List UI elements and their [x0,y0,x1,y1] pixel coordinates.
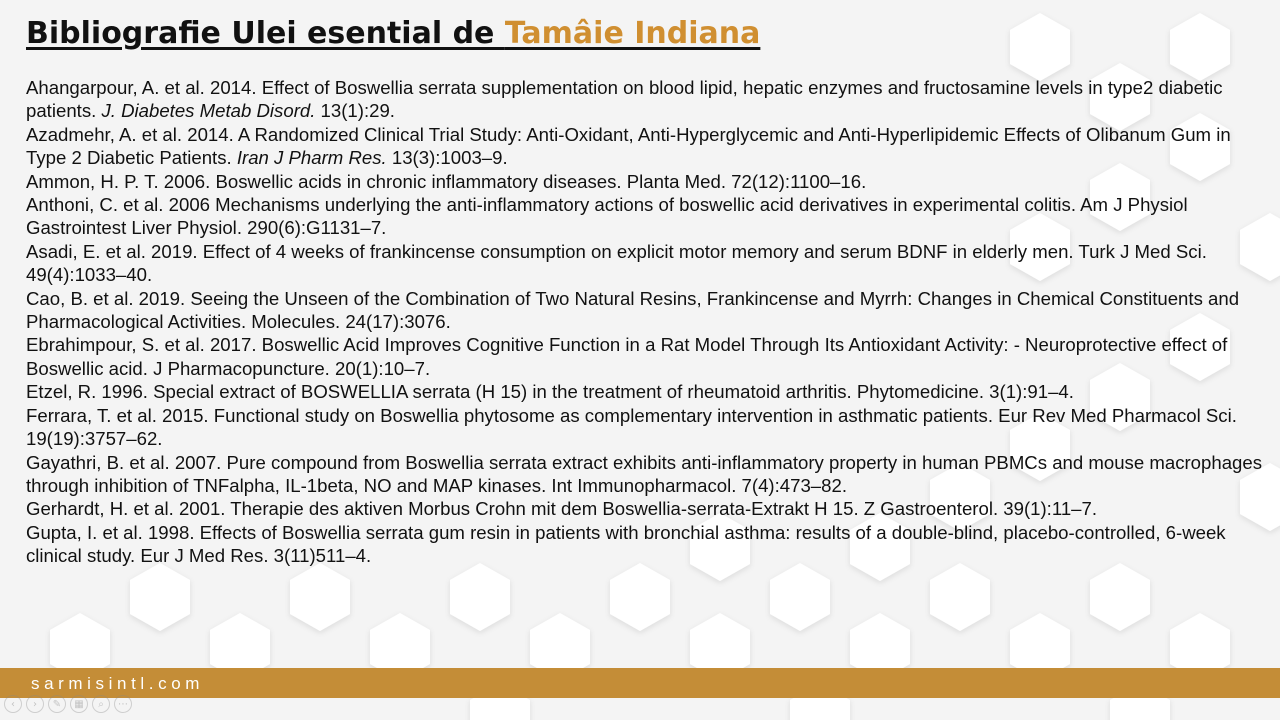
reference-journal: J. Diabetes Metab Disord. [101,100,316,122]
reference-item [26,123,1271,170]
reference-text: Etzel, R. 1996. Special extract of BOSWELLIA serrata (H 15) in the treatment of rheumatoid arthritis. Phytomedicine. 3(1):91–4. [26,381,1074,403]
reference-item [26,240,1271,287]
reference-item [26,170,1271,193]
reference-item [26,404,1271,451]
reference-item [26,380,1271,403]
reference-volume: 13(1):29. [315,100,395,122]
reference-volume: 13(3):1003–9. [386,147,508,169]
title-main: Bibliografie Ulei esential de [26,16,505,51]
reference-text: Gerhardt, H. et al. 2001. Therapie des aktiven Morbus Crohn mit dem Boswellia-serrata-Extrakt H 15. Z Gastroenterol. 39(1):11–7. [26,498,1098,520]
pen-icon[interactable]: ✎ [48,695,66,713]
reference-text: Cao, B. et al. 2019. Seeing the Unseen of the Combination of Two Natural Resins, Frankincense and Myrrh: Changes in Chemical Constituents and Pharmacological Activities. Molecules. 24(17):3076. [26,287,1240,333]
reference-text: Ferrara, T. et al. 2015. Functional study on Boswellia phytosome as complementary intervention in asthmatic patients. Eur Rev Med Pharmacol Sci. 19(19):3757–62. [26,404,1237,450]
reference-text: Ebrahimpour, S. et al. 2017. Boswellic Acid Improves Cognitive Function in a Rat Model Through Its Antioxidant Activity: - Neuroprotective effect of Boswellic acid. J Pharmacopuncture. 20(1):10–7. [26,334,1228,379]
reference-text: Ahangarpour, A. et al. 2014. Effect of Boswellia serrata supplementation on blood lipid, hepatic enzymes and fructosamine levels in type2 diabetic patients. [26,77,1223,122]
page-title [26,14,760,54]
next-icon[interactable]: › [26,695,44,713]
reference-item [26,76,1271,123]
reference-item [26,287,1271,334]
reference-item [26,193,1271,240]
zoom-icon[interactable]: ⌕ [92,695,110,713]
reference-item [26,521,1271,568]
presentation-toolbar [4,695,132,717]
footer-website: sarmisintl.com [31,674,205,693]
more-icon[interactable]: ⋯ [114,695,132,713]
grid-icon[interactable]: ▦ [70,695,88,713]
reference-text: Ammon, H. P. T. 2006. Boswellic acids in chronic inflammatory diseases. Planta Med. 72(12):1100–16. [26,170,867,192]
reference-text: Anthoni, C. et al. 2006 Mechanisms underlying the anti-inflammatory actions of boswellic acid derivatives in experimental colitis. Am J Physiol Gastrointest Liver Physiol. 290(6):G1131–7. [26,194,1188,239]
reference-text: Azadmehr, A. et al. 2014. A Randomized Clinical Trial Study: Anti-Oxidant, Anti-Hyperglycemic and Anti-Hyperlipidemic Effects of Olibanum Gum in Type 2 Diabetic Patients. [26,123,1231,169]
reference-item [26,333,1271,380]
reference-item [26,451,1271,498]
reference-text: Asadi, E. et al. 2019. Effect of 4 weeks of frankincense consumption on explicit motor memory and serum BDNF in elderly men. Turk J Med Sci. 49(4):1033–40. [26,240,1207,286]
previous-icon[interactable]: ‹ [4,695,22,713]
reference-item [26,497,1271,520]
title-accent: Tamâie Indiana [504,16,761,51]
reference-journal: Iran J Pharm Res. [236,147,387,169]
reference-text: Gayathri, B. et al. 2007. Pure compound from Boswellia serrata extract exhibits anti-inflammatory property in human PBMCs and mouse macrophages through inhibition of TNFalpha, IL-1beta, NO and MAP kinases. Int Immunopharmacol. 7(4):473–82. [26,451,1263,496]
reference-text: Gupta, I. et al. 1998. Effects of Boswellia serrata gum resin in patients with bronchial asthma: results of a double-blind, placebo-controlled, 6-week clinical study. Eur J Med Res. 3(11)511–4. [26,521,1226,567]
reference-list [26,76,1271,568]
